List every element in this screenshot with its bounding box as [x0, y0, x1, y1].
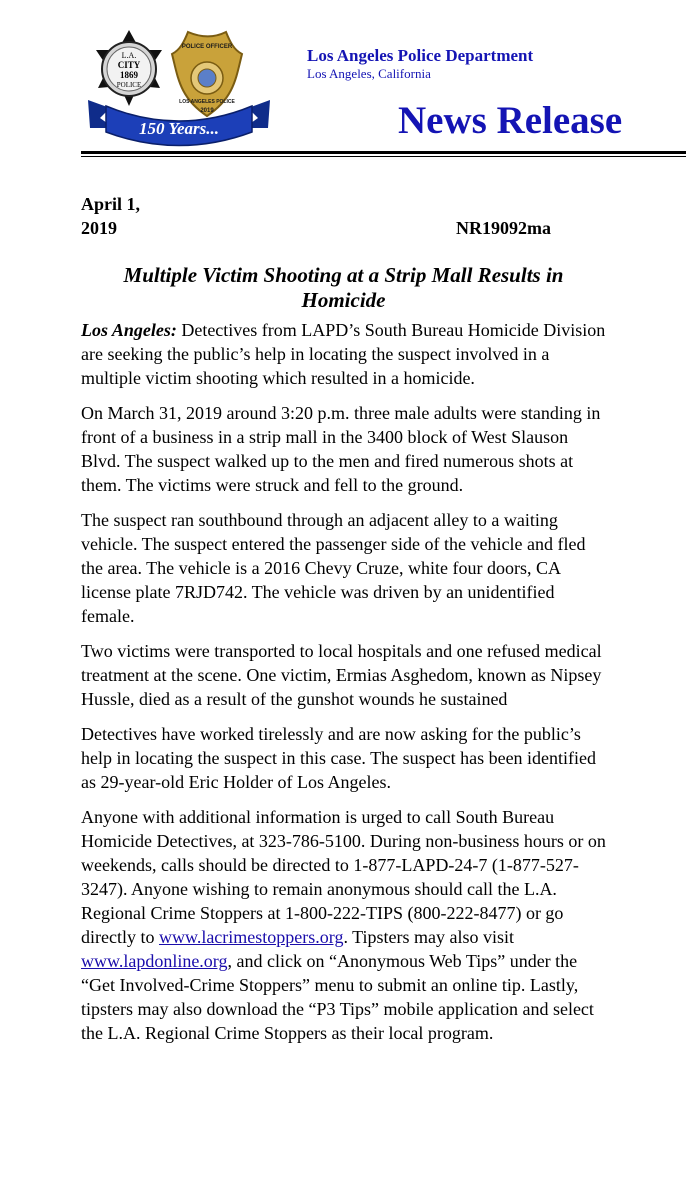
paragraph-6-text-b: . Tipsters may also visit [343, 927, 514, 947]
paragraph-4: Two victims were transported to local hospitals and one refused medical treatment at the scene. One victim, Ermias Asghedom, known as Nipsey Hussle, died as a result of the gunshot wounds he sustained [81, 641, 602, 709]
department-header [307, 46, 533, 81]
150-years-banner [88, 100, 270, 146]
headline: Multiple Victim Shooting at a Strip Mall Results in Homicide [123, 263, 564, 312]
paragraph-1-text: Detectives from LAPD’s South Bureau Homicide Division are seeking the public’s help in locating the suspect involved in a multiple victim shooting which resulted in a homicide. [81, 320, 606, 388]
header-divider-thick [81, 151, 686, 154]
svg-text:CITY: CITY [117, 60, 141, 70]
release-date: April 1, 2019 [81, 194, 141, 238]
paragraph-3: The suspect ran southbound through an adjacent alley to a waiting vehicle. The suspect entered the passenger side of the vehicle and fled the area. The vehicle is a 2016 Chevy Cruze, white four doors, CA license plate 7RJD742. The vehicle was driven by an unidentified female. [81, 510, 586, 626]
header-divider-thin [81, 156, 686, 157]
lacrimestoppers-link[interactable]: www.lacrimestoppers.org [158, 927, 344, 947]
svg-text:2019: 2019 [200, 108, 214, 114]
svg-text:1869: 1869 [120, 70, 138, 80]
paragraph-6 [81, 805, 611, 1045]
paragraph-2: On March 31, 2019 around 3:20 p.m. three male adults were standing in front of a business in a strip mall in the 3400 block of West Slauson Blvd. The suspect walked up to the men and fired numerous shots at them. The victims were struck and fell to the ground. [81, 403, 601, 495]
paragraph-5: Detectives have worked tirelessly and are now asking for the public’s help in locating the suspect in this case. The suspect has been identified as 29-year-old Eric Holder of Los Angeles. [81, 724, 597, 792]
city-seal-icon [96, 30, 162, 106]
police-badge-icon [172, 32, 242, 116]
paragraph-6-text-a: Anyone with additional information is urged to call South Bureau Homicide Detectives, at 323-786-5100. During non-business hours or on weekends, calls should be directed to 1-877-LAPD-24-7 (1-877-527-3247). Anyone wishing to remain anonymous should call the L.A. Regional Crime Stoppers at 1-800-222-TIPS (800-222-8477) or go directly to [81, 807, 606, 947]
department-name: Los Angeles Police Department [307, 46, 534, 65]
dateline: Los Angeles: [81, 320, 177, 340]
svg-text:POLICE: POLICE [116, 81, 142, 89]
svg-text:150 Years...: 150 Years... [139, 119, 219, 138]
paragraph-6-text-c: , and click on “Anonymous Web Tips” under the “Get Involved-Crime Stoppers” menu to submit an online tip. Lastly, tipsters may also download the “P3 Tips” mobile application and select the L.A. Regional Crime Stoppers as their local program. [81, 951, 594, 1043]
paragraph-1 [81, 318, 611, 390]
svg-text:LOS ANGELES POLICE: LOS ANGELES POLICE [179, 99, 235, 105]
lapd-150-years-logo [84, 28, 274, 148]
lapdonline-link[interactable]: www.lapdonline.org [81, 951, 228, 971]
article-body [81, 318, 611, 1056]
svg-text:L.A.: L.A. [121, 51, 137, 60]
department-location: Los Angeles, California [307, 66, 431, 81]
news-release-title: News Release [398, 99, 623, 142]
release-number: NR19092ma [456, 218, 551, 238]
svg-text:POLICE OFFICER: POLICE OFFICER [181, 44, 233, 50]
